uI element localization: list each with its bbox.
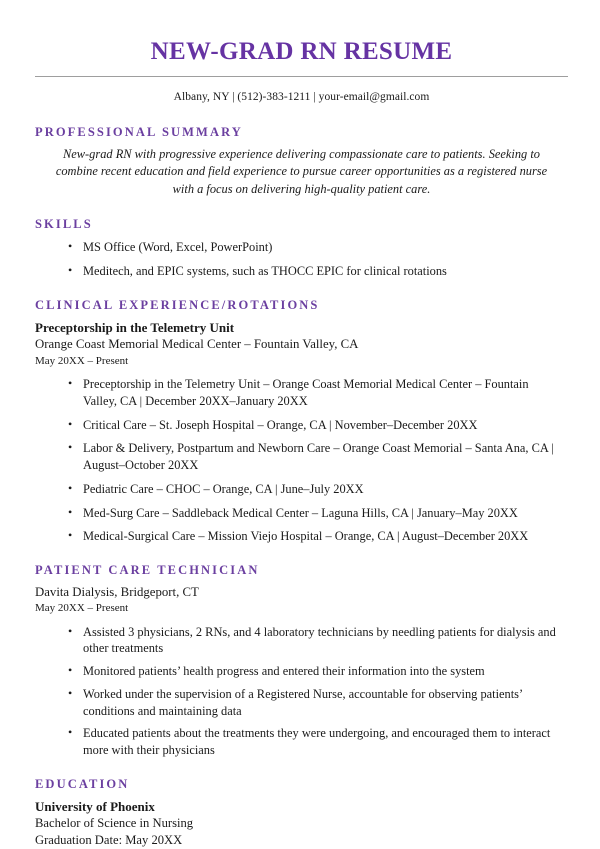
section-education	[35, 777, 568, 849]
job-dates: May 20XX – Present	[35, 602, 129, 615]
clinical-rotations-list	[35, 376, 568, 545]
list-item: • Educated patients about the treatments they were undergoing, and encouraged them to interact more with their physicians	[35, 725, 568, 758]
list-item: • Critical Care – St. Joseph Hospital – Orange, CA | November–December 20XX	[35, 417, 568, 434]
section-heading-patient-care-technician: PATIENT CARE TECHNICIAN	[35, 563, 260, 577]
page-title: NEW-GRAD RN RESUME	[150, 38, 453, 65]
title-divider	[35, 76, 568, 77]
section-heading-clinical-experience: CLINICAL EXPERIENCE/ROTATIONS	[35, 297, 320, 312]
list-item: • Medical-Surgical Care – Mission Viejo Hospital – Orange, CA | August–December 20XX	[35, 528, 568, 545]
list-item: • Med-Surg Care – Saddleback Medical Center – Laguna Hills, CA | January–May 20XX	[35, 505, 568, 522]
patient-care-duties-list	[35, 624, 568, 759]
job-organization: Davita Dialysis, Bridgeport, CT	[35, 585, 199, 599]
education-graduation-date: Graduation Date: May 20XX	[35, 833, 183, 848]
section-professional-summary	[35, 125, 568, 200]
section-heading-skills: SKILLS	[35, 217, 93, 232]
contact-info: Albany, NY | (512)-383-1211 | your-email@gmail.com	[173, 90, 430, 103]
section-heading-professional-summary: PROFESSIONAL SUMMARY	[35, 124, 243, 139]
list-item: • Assisted 3 physicians, 2 RNs, and 4 laboratory technicians by needling patients for dialysis and other treatments	[35, 624, 568, 657]
job-organization: Orange Coast Memorial Medical Center – Fountain Valley, CA	[35, 337, 359, 352]
education-degree: Bachelor of Science in Nursing	[35, 816, 194, 831]
list-item: • MS Office (Word, Excel, PowerPoint)	[35, 239, 568, 256]
job-dates: May 20XX – Present	[35, 354, 129, 367]
list-item: • Monitored patients’ health progress and entered their information into the system	[35, 663, 568, 680]
list-item: • Preceptorship in the Telemetry Unit – Orange Coast Memorial Medical Center – Fountain Valley, CA | December 20XX–January 20XX	[35, 376, 568, 409]
education-school: University of Phoenix	[35, 798, 155, 814]
section-heading-education: EDUCATION	[35, 776, 130, 791]
section-patient-care-technician	[35, 563, 568, 759]
skills-list	[35, 239, 568, 279]
job-title: Preceptorship in the Telemetry Unit	[35, 319, 235, 335]
professional-summary-text: New-grad RN with progressive experience delivering compassionate care to patients. Seeking to combine recent education and field experience to pursue career opportunities as a registered nurse with a focus on delivering high-quality patient care.	[55, 146, 548, 197]
section-skills	[35, 217, 568, 279]
section-clinical-experience	[35, 298, 568, 545]
list-item: • Labor & Delivery, Postpartum and Newborn Care – Orange Coast Memorial – Santa Ana, CA | August–October 20XX	[35, 440, 568, 473]
list-item: • Pediatric Care – CHOC – Orange, CA | June–July 20XX	[35, 481, 568, 498]
list-item: • Meditech, and EPIC systems, such as THOCC EPIC for clinical rotations	[35, 263, 568, 280]
list-item: • Worked under the supervision of a Registered Nurse, accountable for observing patients’ conditions and maintaining data	[35, 686, 568, 719]
